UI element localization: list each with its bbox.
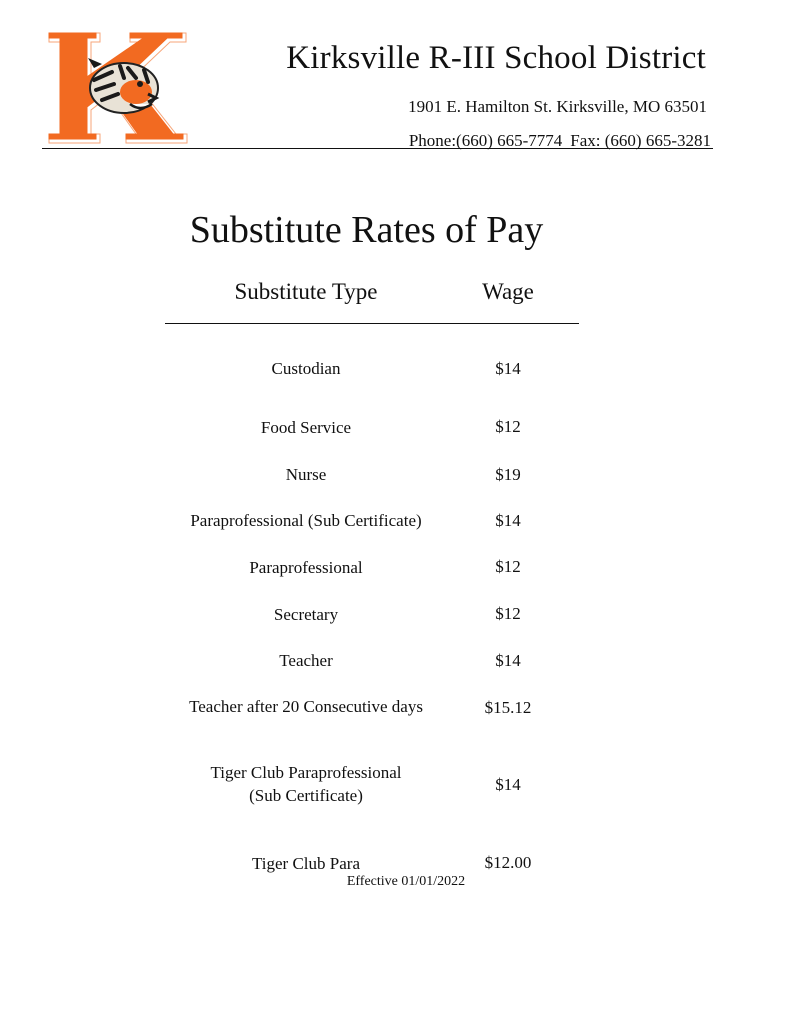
row-type: Tiger Club Paraprofessional	[210, 763, 402, 782]
row-type: Food Service	[260, 418, 352, 437]
row-wage: $14	[495, 775, 521, 794]
district-name: Kirksville R-III School District	[286, 40, 706, 76]
table-header-divider	[165, 323, 579, 324]
row-wage: $12.00	[484, 853, 532, 872]
header-divider	[42, 148, 713, 149]
column-header-wage: Wage	[482, 279, 534, 304]
row-wage: $14	[495, 651, 521, 670]
row-type: Secretary	[273, 605, 339, 624]
row-type-line2: (Sub Certificate)	[249, 786, 363, 805]
page-title: Substitute Rates of Pay	[189, 209, 544, 251]
phone-number: Phone:(660) 665-7774	[408, 131, 563, 150]
effective-date-note: Effective 01/01/2022	[346, 874, 466, 889]
district-logo	[44, 28, 190, 144]
column-header-type: Substitute Type	[234, 279, 378, 304]
row-wage: $19	[495, 465, 521, 484]
row-type: Paraprofessional	[249, 558, 363, 577]
district-address: 1901 E. Hamilton St. Kirksville, MO 63501	[408, 97, 707, 116]
row-type: Teacher	[279, 651, 333, 670]
row-wage: $14	[495, 359, 521, 378]
row-wage: $12	[495, 417, 521, 436]
row-wage: $14	[495, 511, 521, 530]
row-type: Teacher after 20 Consecutive days	[189, 697, 423, 716]
row-type: Custodian	[271, 359, 341, 378]
row-wage: $15.12	[484, 698, 532, 717]
row-wage: $12	[495, 557, 521, 576]
row-type: Paraprofessional (Sub Certificate)	[190, 511, 422, 530]
row-type: Nurse	[285, 465, 327, 484]
fax-number: Fax: (660) 665-3281	[570, 131, 711, 150]
row-type: Tiger Club Para	[252, 854, 360, 873]
row-wage: $12	[495, 604, 521, 623]
